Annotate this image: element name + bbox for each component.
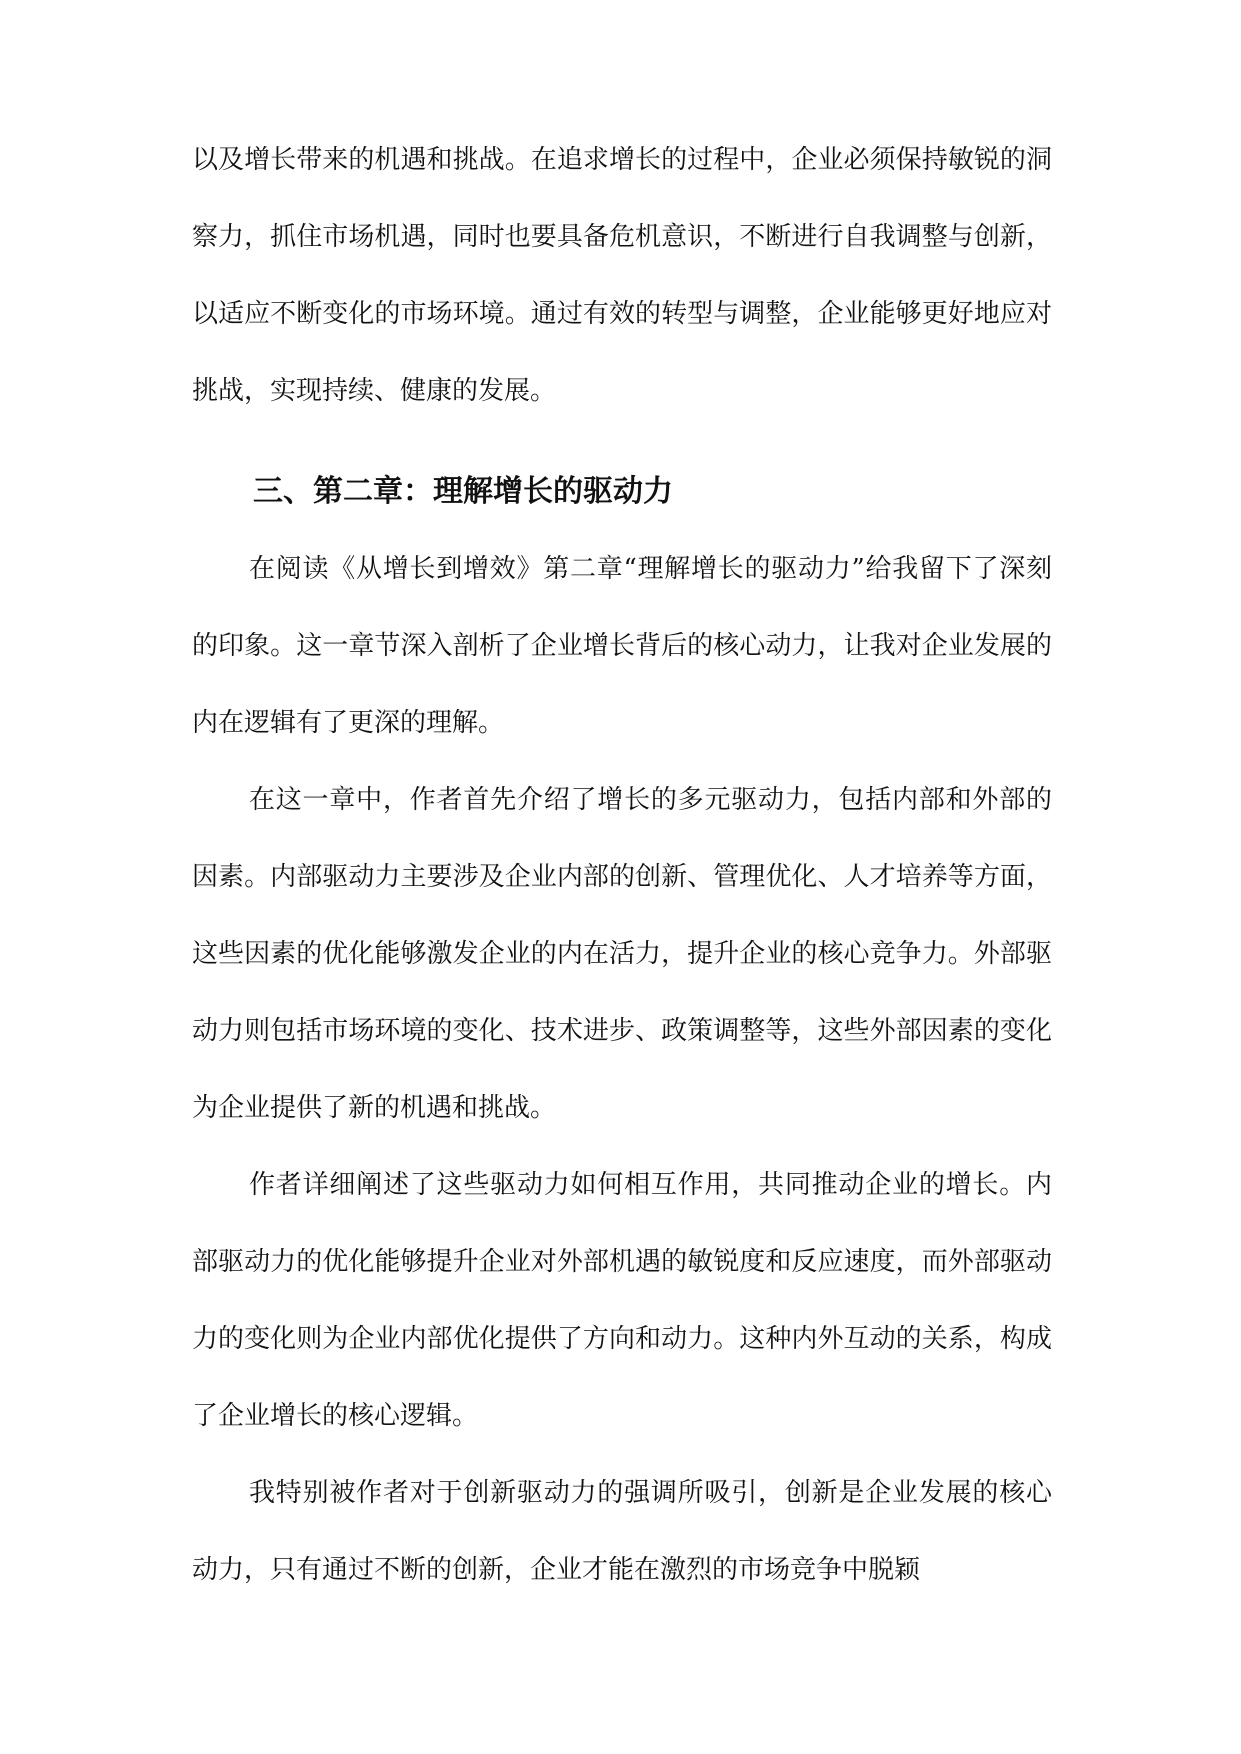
chapter-text-block	[192, 531, 1052, 1609]
body-paragraph-2: 在这一章中，作者首先介绍了增长的多元驱动力，包括内部和外部的因素。内部驱动力主要涉及企业内部的创新、管理优化、人才培养等方面，这些因素的优化能够激发企业的内在活力，提升企业的核心竞争力。外部驱动力则包括市场环境的变化、技术进步、政策调整等，这些外部因素的变化为企业提供了新的机遇和挑战。	[192, 785, 1052, 1123]
body-paragraph-4: 我特别被作者对于创新驱动力的强调所吸引，创新是企业发展的核心动力，只有通过不断的创新，企业才能在激烈的市场竞争中脱颖	[192, 1478, 1052, 1585]
section-heading: 三、第二章：理解增长的驱动力	[253, 474, 673, 509]
body-paragraph-1: 在阅读《从增长到增效》第二章“理解增长的驱动力”给我留下了深刻的印象。这一章节深入剖析了企业增长背后的核心动力，让我对企业发展的内在逻辑有了更深的理解。	[192, 554, 1052, 738]
body-paragraph-3: 作者详细阐述了这些驱动力如何相互作用，共同推动企业的增长。内部驱动力的优化能够提升企业对外部机遇的敏锐度和反应速度，而外部驱动力的变化则为企业内部优化提供了方向和动力。这种内外互动的关系，构成了企业增长的核心逻辑。	[192, 1170, 1052, 1431]
intro-text-block	[192, 122, 1052, 430]
intro-paragraph: 以及增长带来的机遇和挑战。在追求增长的过程中，企业必须保持敏锐的洞察力，抓住市场机遇，同时也要具备危机意识，不断进行自我调整与创新，以适应不断变化的市场环境。通过有效的转型与调整，企业能够更好地应对挑战，实现持续、健康的发展。	[192, 145, 1052, 406]
